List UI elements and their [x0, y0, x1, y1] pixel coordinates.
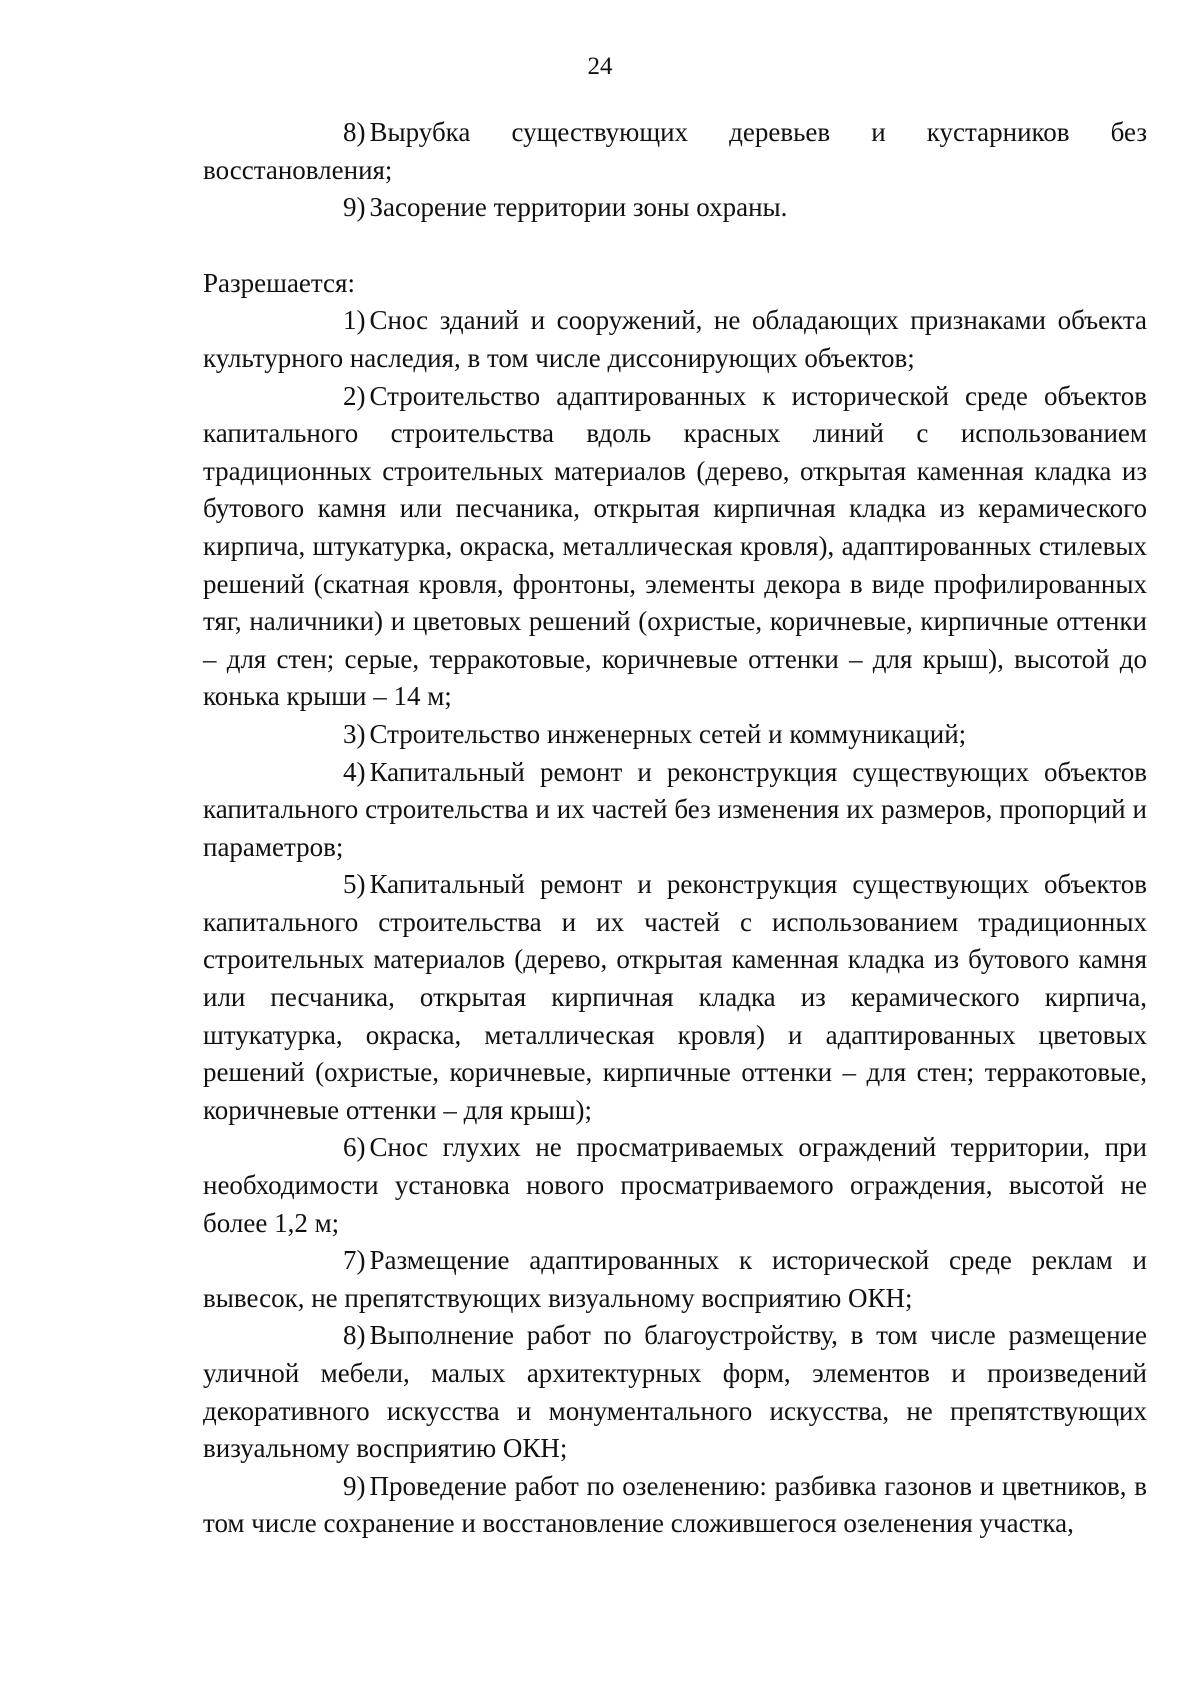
item-text: Капитальный ремонт и реконструкция существующих объектов капитального строительства и их частей без изменения их размеров, пропорций и параметров; — [203, 756, 1147, 862]
item-number: 4) — [343, 756, 366, 787]
item-text: Размещение адаптированных к исторической среде реклам и вывесок, не препятствующих визуальному восприятию ОКН; — [203, 1245, 1147, 1313]
section-gap — [203, 227, 1147, 265]
item-number: 9) — [343, 192, 366, 223]
allowed-item-8 — [203, 1317, 1147, 1467]
prohibited-item-9 — [203, 189, 1147, 227]
item-number: 1) — [343, 305, 366, 336]
allowed-item-1 — [203, 302, 1147, 377]
allowed-item-9 — [203, 1468, 1147, 1543]
item-number: 2) — [343, 380, 366, 411]
prohibited-item-8 — [203, 114, 1147, 189]
item-number: 3) — [343, 718, 366, 749]
item-text: Проведение работ по озеленению: разбивка газонов и цветников, в том числе сохранение и восстановление сложившегося озеленения участка, — [203, 1470, 1147, 1539]
item-text: Строительство адаптированных к исторической среде объектов капитального строительства вдоль красных линий с использованием традиционных строительных материалов (дерево, открытая каменная кладка из бутового камня или песчаника, открытая кирпичная кладка из керамического кирпича, штукатурка, окраска, металлическая кровля), адаптированных стилевых решений (скатная кровля, фронтоны, элементы декора в виде профилированных тяг, наличники) и цветовых решений (охристые, коричневые, кирпичные оттенки – для стен; серые, терракотовые, коричневые оттенки – для крыш), высотой до конька крыши – 14 м; — [203, 380, 1147, 712]
item-number: 5) — [343, 869, 366, 900]
item-text: Снос глухих не просматриваемых ограждений территории, при необходимости установка нового просматриваемого ограждения, высотой не более 1,2 м; — [203, 1132, 1147, 1238]
item-number: 7) — [343, 1245, 366, 1276]
item-text: Строительство инженерных сетей и коммуникаций; — [369, 718, 967, 749]
allowed-item-2 — [203, 378, 1147, 716]
document-body — [203, 114, 1147, 1543]
item-number: 6) — [343, 1132, 366, 1163]
allowed-item-3 — [203, 716, 1147, 754]
item-text: Вырубка существующих деревьев и кустарников без восстановления; — [203, 117, 1147, 185]
item-number: 8) — [343, 117, 366, 147]
page-number: 24 — [587, 53, 613, 80]
allowed-item-6 — [203, 1129, 1147, 1242]
allowed-item-5 — [203, 866, 1147, 1129]
item-number: 8) — [343, 1320, 366, 1351]
allowed-item-4 — [203, 754, 1147, 867]
allowed-item-7 — [203, 1242, 1147, 1317]
item-text: Капитальный ремонт и реконструкция существующих объектов капитального строительства и их частей с использованием традиционных строительных материалов (дерево, открытая каменная кладка из бутового камня или песчаника, открытая кирпичная кладка из керамического кирпича, штукатурка, окраска, металлическая кровля) и адаптированных цветовых решений (охристые, коричневые, кирпичные оттенки – для стен; терракотовые, коричневые оттенки – для крыш); — [203, 869, 1147, 1125]
item-text: Засорение территории зоны охраны. — [369, 192, 788, 223]
item-text: Снос зданий и сооружений, не обладающих признаками объекта культурного наследия, в том числе диссонирующих объектов; — [203, 305, 1147, 373]
allowed-heading: Разрешается: — [203, 267, 355, 298]
item-number: 9) — [343, 1470, 366, 1501]
item-text: Выполнение работ по благоустройству, в том числе размещение уличной мебели, малых архитектурных форм, элементов и произведений декоративного искусства и монументального искусства, не препятствующих визуальному восприятию ОКН; — [203, 1320, 1147, 1464]
